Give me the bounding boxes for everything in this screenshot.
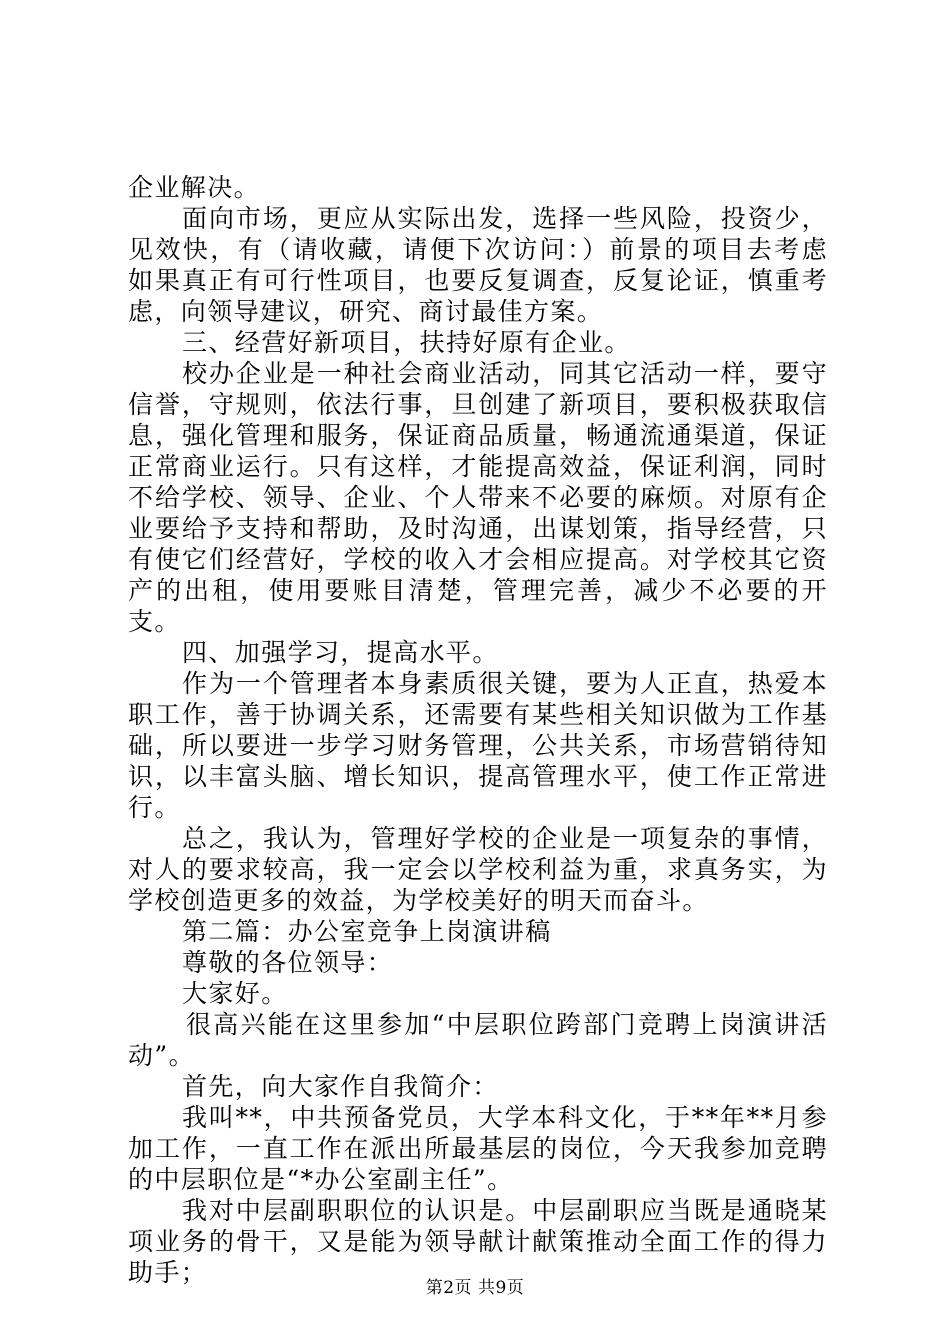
- section-heading-four: 四、加强学习，提高水平。: [182, 638, 499, 667]
- greeting: 大家好。: [182, 979, 288, 1008]
- paragraph-self-intro: 我叫**，中共预备党员，大学本科文化，于**年**月参加工作，一直工作在派出所最基层的岗位，今天我参加竞聘的中层职位是“*办公室副主任”。: [128, 1103, 828, 1194]
- paragraph-school-enterprise: 校办企业是一种社会商业活动，同其它活动一样，要守信誉，守规则，依法行事，旦创建了新项目，要积极获取信息，强化管理和服务，保证商品质量，畅通流通渠道，保证正常商业运行。只有这样，才能提高效益，保证利润，同时不给学校、领导、企业、个人带来不必要的麻烦。对原有企业要给予支持和帮助，及时沟通，出谋划策，指导经营，只有使它们经营好，学校的收入才会相应提高。对学校其它资产的出租，使用要账目清楚，管理完善，减少不必要的开支。: [128, 359, 828, 636]
- page-footer: 第2页 共9页: [425, 1278, 525, 1298]
- paragraph-role-understanding: 我对中层副职职位的认识是。中层副职应当既是通晓某项业务的骨干，又是能为领导献计献策推动全面工作的得力助手；: [128, 1196, 828, 1287]
- salutation: 尊敬的各位领导：: [182, 948, 394, 977]
- document-body: [128, 172, 828, 1288]
- section-heading-three: 三、经营好新项目，扶持好原有企业。: [182, 328, 631, 357]
- paragraph-opening: 很高兴能在这里参加“中层职位跨部门竞聘上岗演讲活动”。: [128, 1010, 828, 1070]
- part-two-title: 第二篇：办公室竞争上岗演讲稿: [182, 917, 552, 946]
- paragraph-intro-heading: 首先，向大家作自我简介：: [182, 1072, 499, 1101]
- paragraph-continuation: 企业解决。: [128, 173, 261, 202]
- paragraph-manager: 作为一个管理者本身素质很关键，要为人正直，热爱本职工作，善于协调关系，还需要有某些相关知识做为工作基础，所以要进一步学习财务管理，公共关系，市场营销待知识，以丰富头脑、增长知识，提高管理水平，使工作正常进行。: [128, 669, 828, 822]
- paragraph-market: 面向市场，更应从实际出发，选择一些风险，投资少，见效快，有（请收藏，请便下次访问：）前景的项目去考虑如果真正有可行性项目，也要反复调查，反复论证，慎重考虑，向领导建议，研究、商讨最佳方案。: [128, 204, 828, 326]
- paragraph-conclusion: 总之，我认为，管理好学校的企业是一项复杂的事情，对人的要求较高，我一定会以学校利益为重，求真务实，为学校创造更多的效益，为学校美好的明天而奋斗。: [128, 824, 828, 915]
